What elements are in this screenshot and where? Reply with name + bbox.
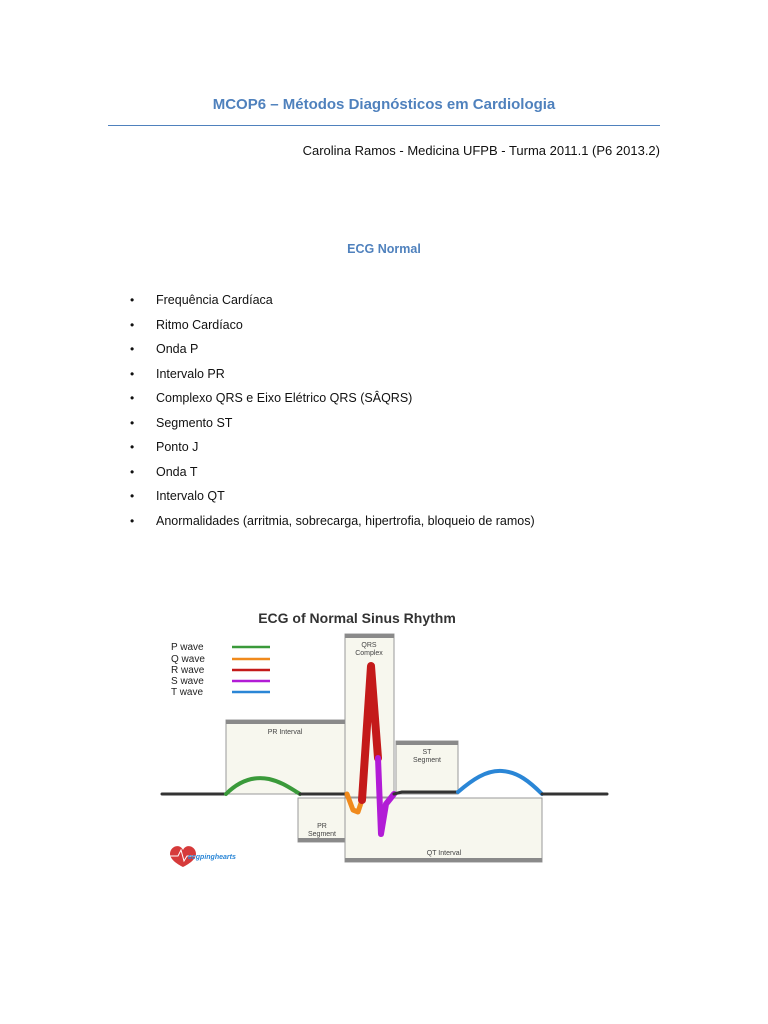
t-wave [458, 771, 542, 794]
list-item [126, 486, 535, 511]
pr-box-top-bar [226, 720, 345, 724]
topic-list [126, 290, 535, 535]
list-item [126, 388, 535, 413]
bullet-icon: • [130, 513, 135, 528]
qrs-box-top-bar [345, 634, 394, 638]
bullet-icon: • [130, 464, 135, 479]
list-item-text: Onda T [156, 464, 198, 479]
list-item [126, 315, 535, 340]
bullet-icon: • [130, 317, 135, 332]
pr-segment-label-line2: Segment [307, 831, 337, 838]
bullet-icon: • [130, 489, 135, 503]
list-item [126, 413, 535, 438]
author-line: Carolina Ramos - Medicina UFPB - Turma 2011.1 (P6 2013.2) [302, 143, 660, 158]
bullet-icon: • [130, 391, 135, 405]
list-item-text: Complexo QRS e Eixo Elétrico QRS (SÂQRS) [156, 391, 413, 405]
legend-label-p: P wave [171, 642, 204, 653]
st-label-line1: ST [422, 749, 432, 756]
legend-label-q: Q wave [171, 654, 205, 665]
list-item-text: Ritmo Cardíaco [156, 317, 243, 332]
pr-segment-label-line1: PR [317, 823, 327, 830]
list-item [126, 339, 535, 364]
st-box-top-bar [396, 741, 458, 745]
legend [171, 642, 270, 698]
bullet-icon: • [130, 342, 135, 356]
list-item-text: Intervalo PR [156, 366, 225, 381]
bullet-icon: • [130, 293, 135, 307]
ecg-logo [168, 846, 236, 867]
list-item-text: Anormalidades (arritmia, sobrecarga, hipertrofia, bloqueio de ramos) [156, 513, 535, 528]
list-item [126, 364, 535, 389]
qrs-label-line2: Complex [355, 650, 383, 657]
qt-interval-label: QT Interval [426, 850, 462, 857]
list-item [126, 290, 535, 315]
logo-text: ecgpinghearts [188, 854, 236, 861]
list-item-text: Intervalo QT [156, 489, 225, 503]
list-item-text: Frequência Cardíaca [156, 293, 273, 307]
list-item-text: Segmento ST [156, 415, 233, 430]
qrs-label-line1: QRS [361, 642, 377, 649]
list-item [126, 511, 535, 536]
ecg-figure [152, 600, 614, 880]
qt-box-bottom-bar [345, 858, 542, 862]
bullet-icon: • [130, 415, 135, 430]
title-underline [108, 125, 660, 126]
document-title: MCOP6 – Métodos Diagnósticos em Cardiologia [212, 96, 556, 113]
legend-label-s: S wave [171, 676, 204, 687]
legend-label-t: T wave [171, 687, 204, 698]
figure-title: ECG of Normal Sinus Rhythm [258, 610, 456, 626]
list-item [126, 462, 535, 487]
st-label-line2: Segment [412, 757, 442, 764]
legend-label-r: R wave [171, 665, 205, 676]
list-item-text: Ponto J [156, 440, 199, 454]
list-item-text: Onda P [156, 342, 199, 356]
pr-interval-label: PR Interval [267, 729, 303, 736]
list-item [126, 437, 535, 462]
section-title: ECG Normal [347, 242, 421, 256]
bullet-icon: • [130, 440, 135, 454]
bullet-icon: • [130, 366, 135, 381]
pr-segment-bottom-bar [298, 838, 345, 842]
